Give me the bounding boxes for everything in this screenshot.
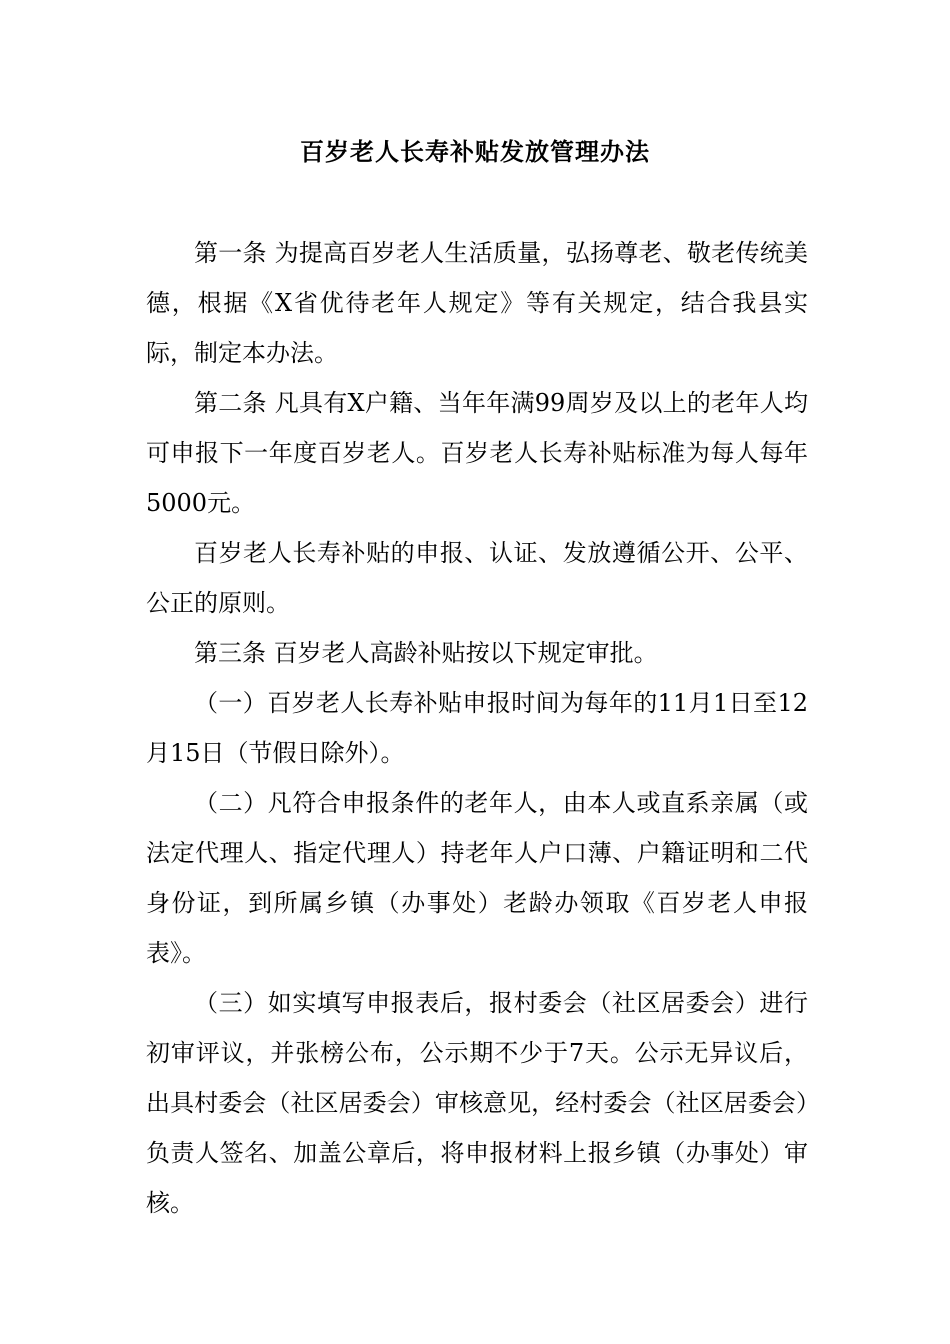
paragraph-article-3: 第三条 百岁老人高龄补贴按以下规定审批。 bbox=[194, 639, 658, 667]
document-body bbox=[146, 228, 808, 1228]
paragraph-article-2: 第二条 凡具有X户籍、当年年满99周岁及以上的老年人均可申报下一年度百岁老人。百岁老人长寿补贴标准为每人每年5000元。 bbox=[146, 389, 808, 517]
paragraph-item-1: （一）百岁老人长寿补贴申报时间为每年的11月1日至12月15日（节假日除外）。 bbox=[146, 689, 808, 767]
paragraph-principle: 百岁老人长寿补贴的申报、认证、发放遵循公开、公平、公正的原则。 bbox=[146, 539, 808, 617]
paragraph-item-3: （三）如实填写申报表后，报村委会（社区居委会）进行初审评议，并张榜公布，公示期不少于7天。公示无异议后，出具村委会（社区居委会）审核意见，经村委会（社区居委会）负责人签名、加盖公章后，将申报材料上报乡镇（办事处）审核。 bbox=[146, 989, 808, 1217]
document-title: 百岁老人长寿补贴发放管理办法 bbox=[300, 137, 650, 166]
paragraph-article-1: 第一条 为提高百岁老人生活质量，弘扬尊老、敬老传统美德，根据《X省优待老年人规定》等有关规定，结合我县实际，制定本办法。 bbox=[146, 239, 808, 367]
paragraph-item-2: （二）凡符合申报条件的老年人，由本人或直系亲属（或法定代理人、指定代理人）持老年人户口薄、户籍证明和二代身份证，到所属乡镇（办事处）老龄办领取《百岁老人申报表》。 bbox=[146, 789, 808, 967]
